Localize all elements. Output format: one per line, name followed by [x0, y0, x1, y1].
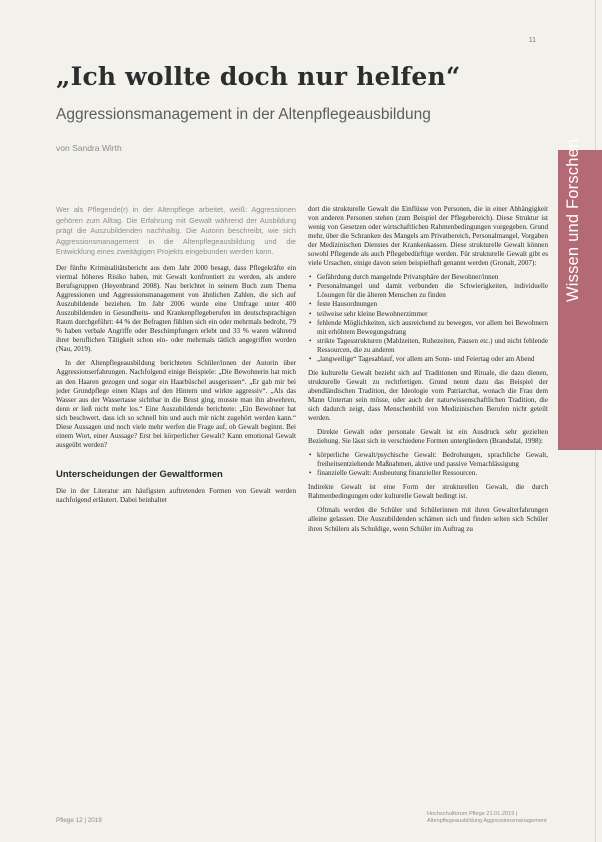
bullet-list: [308, 451, 548, 478]
body-paragraph: Der fünfte Kriminalitätsbericht aus dem Jahr 2000 besagt, dass Pflegekräfte ein viermal höheres Risiko haben, mit Gewalt konfrontiert zu werden, als andere Berufsgruppen (Heyenbrand 2008). Nau berichtet in seinem Buch zum Thema Aggressionen und Aggressionsmanagement von ähnlichen Zahlen, die sich auf Auszubildende beziehen. Im Jahr 2006 wurde eine Umfrage unter 400 Auszubildenden in Gesundheits- und Krankenpflegeberufen im deutschsprachigen Raum durchgeführt: 44 % der Befragten fühlten sich ein oder mehrmals bedroht, 79 % haben verbale Angriffe oder Beschimpfungen erlebt und 33 % waren während ihrer beruflichen Tätigkeit schon ein- oder mehrmals tätlich angegriffen worden (Nau, 2019).: [56, 263, 296, 354]
body-paragraph: Direkte Gewalt oder personale Gewalt ist ein Ausdruck sehr gezielten Beziehung. Sie lässt sich in verschiedene Formen untergliedern (Brandsdal, 1998):: [308, 428, 548, 446]
body-paragraph: In der Altenpflegeausbildung berichteten Schüler/innen der Autorin über Aggressionserfahrungen. Nachfolgend einige Beispiele: „Die Bewohnerin hat mich an den Haaren gezogen und sogar ein Haarbüschel ausgerissen“. „Er gab mir bei jeder Grundpflege einen Klaps auf den Hintern und wirkte aggressiv“. „Als das Wasser aus der Wassertasse sichtbar in die Brust ging, musste man ihn abwehren, denn er ließ nicht mehr los.“ Eine Auszubildende berichtete: „Ein Bewohner hat sich beschwert, dass ich so schnell bin und auch mir nicht zugehört werden kann.“ Diese Aussagen und noch viele mehr werfen die Frage auf, ob Gewalt beginnt. Bei einem Wort, einer Aussage? Erst bei körperlicher Gewalt? Kann emotional Gewalt ausgeübt werden?: [56, 359, 296, 449]
section-side-tab: [558, 138, 602, 450]
footer-credit: Hochschulforum Pflege 21.01.2019 | Altenpflegeausbildung Aggressionsmanagement: [427, 811, 547, 824]
list-item: • fehlende Möglichkeiten, sich ausreichend zu bewegen, vor allem bei Bewohnern mit erhöhtem Bewegungsdrang: [308, 319, 548, 337]
body-paragraph: Die kulturelle Gewalt bezieht sich auf Traditionen und Rituale, die dazu dienen, strukturelle Gewalt zu rechtfertigen. Grund nennt dazu das Beispiel der abendländischen Tradition, der Ideologie vom Patriarchat, wonach die Frau dem Mann Untertan sein müsse, oder auch der naturwissenschaftlichen Tradition, die sich dadurch zeigt, dass Menschenbild von Medizinischen Berufen nicht geteilt werden.: [308, 368, 548, 423]
article-author: von Sandra Wirth: [56, 143, 122, 153]
body-paragraph: Die in der Literatur am häufigsten auftretenden Formen von Gewalt werden nachfolgend erläutert. Dabei beinhaltet: [56, 486, 296, 504]
article-subtitle: Aggressionsmanagement in der Altenpflegeausbildung: [56, 106, 431, 123]
lead-paragraph: Wer als Pflegende(r) in der Altenpflege arbeitet, weiß: Aggressionen gehören zum Alltag. Die Erfahrung mit Gewalt während der Ausbildung prägt die Auszubildenden nachhaltig. Die Autorin beschreibt, wie sich Aggressionsmanagement in die Altenpflegeausbildung und die Entwicklung eines zweitägigen Projekts eingebunden werden kann.: [56, 205, 296, 257]
page-number: 11: [528, 37, 536, 44]
body-paragraph: Indirekte Gewalt ist eine Form der strukturellen Gewalt, die durch Rahmenbedingungen oder kulturelle Gewalt bedingt ist.: [308, 483, 548, 501]
list-item: • teilweise sehr kleine Bewohnerzimmer: [308, 310, 548, 319]
list-item: • strikte Tagesstrukturen (Mahlzeiten, Ruhezeiten, Pausen etc.) und nicht fehlende Ressourcen, die zu anderen: [308, 337, 548, 355]
body-paragraph: Oftmals werden die Schüler und Schülerinnen mit ihren Gewalterfahrungen alleine gelassen. Die Auszubildenden schämen sich und finden selten sich Schüler ihren Schülern als Schuldige, wenn Schüler im Auftrag zu: [308, 506, 548, 533]
section-side-tab-label: Wissen und Forschen: [564, 138, 582, 302]
list-item: • „langweilige“ Tagesablauf, vor allem am Sonn- und Feiertag oder am Abend: [308, 355, 548, 364]
list-item: • finanzielle Gewalt: Ausbeutung finanzieller Ressourcen.: [308, 469, 548, 478]
right-column: [308, 205, 548, 539]
footer-issue: Pflege 12 | 2019: [56, 817, 102, 824]
article-title: „Ich wollte doch nur helfen“: [56, 62, 461, 91]
bullet-list: [308, 273, 548, 363]
list-item: • körperliche Gewalt/psychische Gewalt: Bedrohungen, sprachliche Gewalt, freiheitsentziehende Maßnahmen, aktive und passive Vernachlässigung: [308, 451, 548, 469]
body-paragraph: dort die strukturelle Gewalt die Einflüsse von Personen, die in einer Abhängigkeit von anderen Personen stehen (zum Beispiel der Pflegebereich). Diese Struktur ist wenig von Gesetzen oder wirtschaftlichen Rahmenbedingungen vorgegeben. Grund mehr, über die Schranken des Mangels am Privatbereich, Personalmangel, Vorgaben der Medizinischen Dienstes der Krankenkassen. Diese strukturelle Gewalt können sowohl Pflegende als auch Pflegebedürftige werden. Für strukturelle Gewalt gibt es viele Ursachen, einige davon seien beispielhaft genannt werden (Gronalt, 2007):: [308, 205, 548, 268]
section-heading: Unterscheidungen der Gewaltformen: [56, 468, 223, 480]
list-item: • Gefährdung durch mangelnde Privatsphäre der Bewohner/innen: [308, 273, 548, 282]
left-column: [56, 205, 296, 510]
list-item: • feste Hausordnungen: [308, 300, 548, 309]
list-item: • Personalmangel und damit verbunden die Schwierigkeiten, individuelle Lösungen für die älteren Menschen zu finden: [308, 282, 548, 300]
